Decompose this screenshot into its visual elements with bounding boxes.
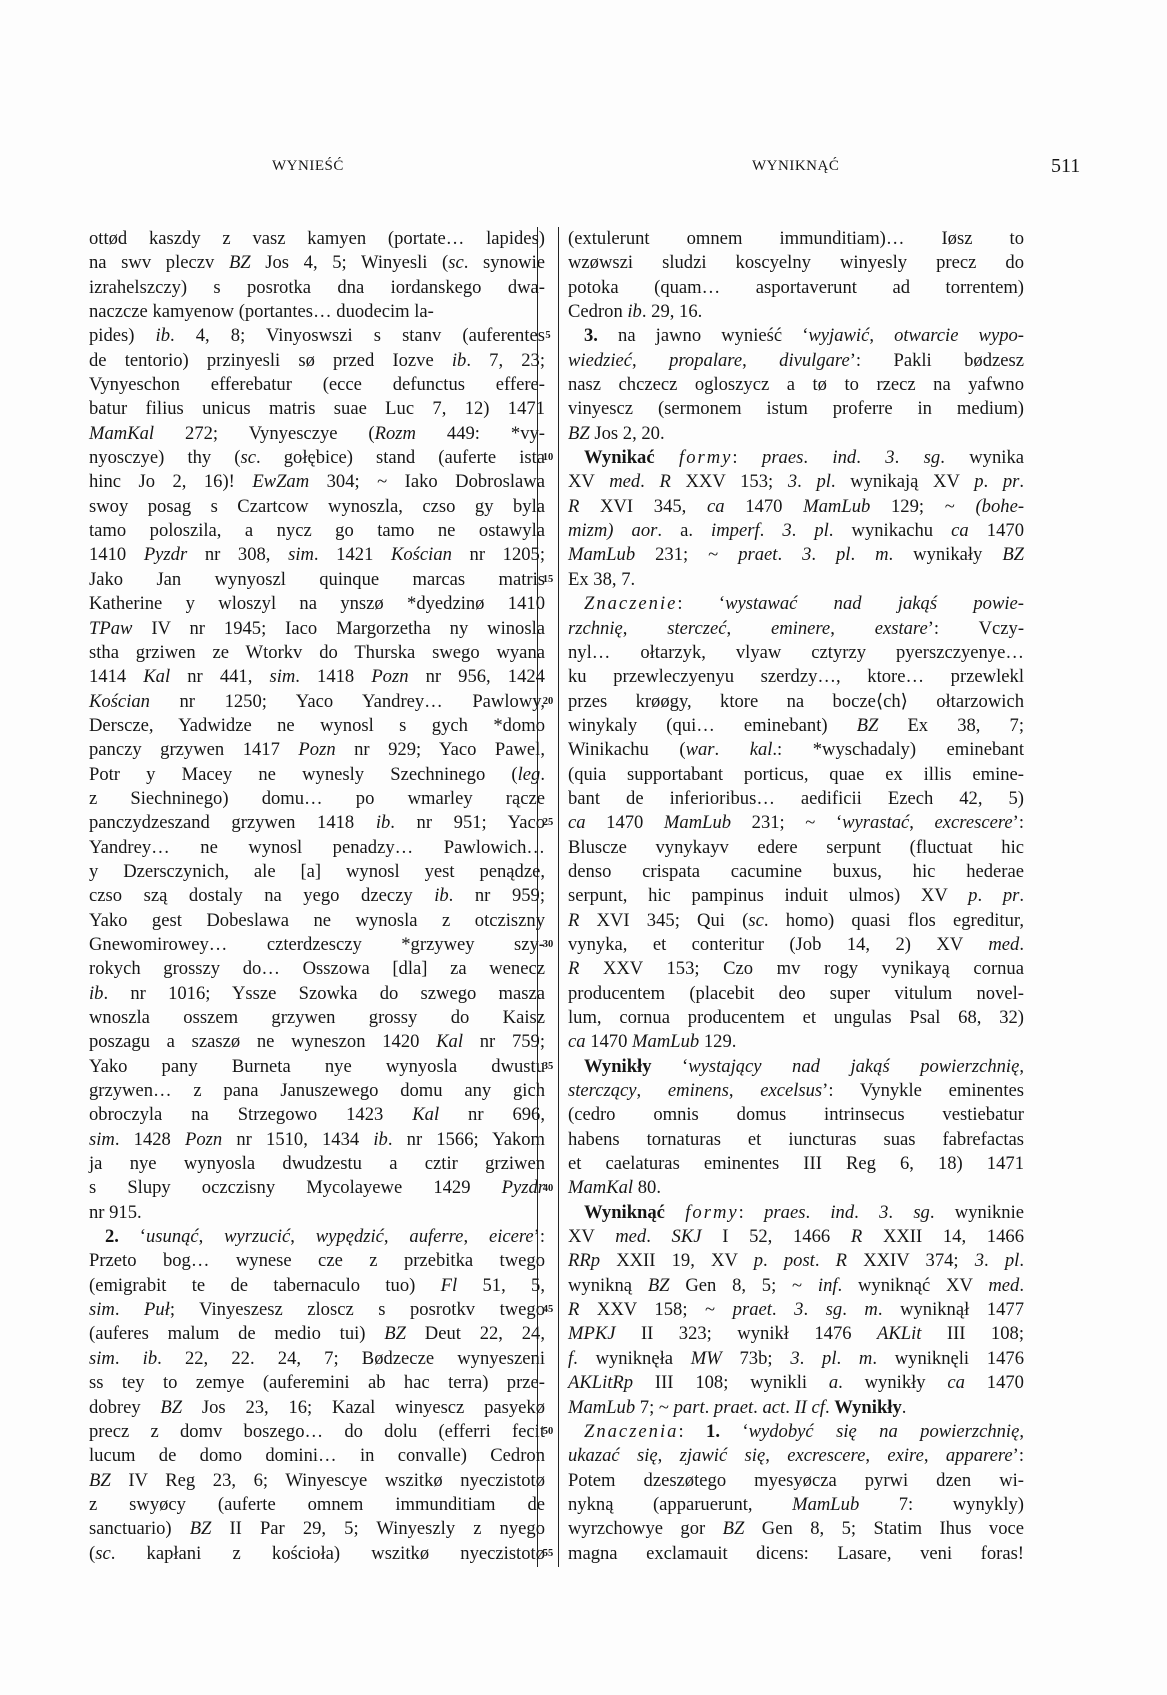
text-line: Wyniknąć formy: praes. ind. 3. sg. wyniknie <box>584 1201 1024 1223</box>
text-line: sim. Puł; Vinyeszesz zloscz s posrotkv twego <box>89 1299 546 1321</box>
text-line: nr 915. <box>89 1201 142 1223</box>
text-line: Przeto bog… wynese cze z przebitka twego <box>89 1250 545 1272</box>
text-line: producentem (placebit deo super vitulum novel- <box>568 982 1024 1004</box>
text-line: Vynyeschon efferebatur (ecce defunctus effere- <box>89 374 545 396</box>
text-line: Cedron ib. 29, 16. <box>568 301 703 323</box>
text-line: precz z domv boszego… do dolu (efferri fecit <box>89 1420 545 1442</box>
text-line: Wynikły ‘wystający nad jakąś powierzchnię, <box>584 1055 1024 1077</box>
text-line: grzywen… z pana Januszewego domu any gich <box>89 1080 545 1102</box>
text-line: AKLitRp III 108; wynikli a. wynikły ca 1470 <box>568 1372 1024 1394</box>
text-line: de tentorio) przinyesli sø przed Iozve ib. 7, 23; <box>89 349 546 371</box>
left-column <box>89 227 545 1566</box>
text-line: f. wyniknęła MW 73b; 3. pl. m. wyniknęli 1476 <box>568 1347 1025 1369</box>
text-line: magna exclamauit dicens: Lasare, veni foras! <box>568 1542 1024 1564</box>
text-line: lucum de domo domini… in convalle) Cedron <box>89 1445 545 1467</box>
running-head-left-entry: WYNIEŚĆ <box>272 158 344 174</box>
text-line: ku przewleczyenyu szerdzy…, ktore… przewlekl <box>568 666 1024 688</box>
text-line: XV med. R XXV 153; 3. pl. wynikają XV p. pr. <box>568 471 1025 493</box>
text-line: wyrzchowye gor BZ Gen 8, 5; Statim Ihus voce <box>568 1518 1025 1540</box>
text-line: 3. na jawno wynieść ‘wyjawić, otwarcie wypo- <box>584 325 1024 347</box>
line-number: 30 <box>542 939 554 951</box>
text-line: tamo poloszila, a nycz go tamo ne ostawyla <box>89 520 545 542</box>
line-number: 25 <box>542 817 554 829</box>
text-line: mizm) aor. a. imperf. 3. pl. wynikachu ca 1470 <box>568 520 1024 542</box>
text-line: vynyka, et conteritur (Job 14, 2) XV med. <box>568 933 1024 955</box>
text-line: ukazać się, zjawić się, excrescere, exire, apparere’: <box>568 1445 1025 1467</box>
text-line: obroczyla na Strzegowo 1423 Kal nr 696, <box>89 1104 545 1126</box>
line-number: 50 <box>542 1426 554 1438</box>
text-line: lum, cornua producentem et ungulas Psal 68, 32) <box>568 1007 1024 1028</box>
text-line: Yandrey… ne wynosl penadzy… Pawlowich… <box>89 836 545 858</box>
text-line: y Dzersczynich, ale [a] wynosl yest penądze, <box>89 860 545 882</box>
text-line: (sc. kapłani z kościoła) wszitkø nyeczistotø <box>89 1542 545 1564</box>
text-line: et caelaturas eminentes III Reg 6, 18) 1471 <box>568 1153 1024 1175</box>
text-line: ib. nr 1016; Yssze Szowka do szwego masza <box>89 982 545 1004</box>
text-line: vinyescz (sermonem istum proferre in medium) <box>568 398 1024 420</box>
text-line: Ex 38, 7. <box>568 568 636 590</box>
text-line: wnoszla osszem grzywen grossy do Kaisz <box>89 1007 545 1028</box>
text-line: czso szą dostaly na yego dzeczy ib. nr 959; <box>89 885 545 907</box>
text-line: bant de inferioribus… aedificii Ezech 42, 5) <box>568 787 1024 809</box>
text-line: Znaczenie: ‘wystawać nad jakąś powie- <box>584 593 1024 615</box>
text-line: wiedzieć, propalare, divulgare’: Pakli bødzesz <box>568 349 1025 371</box>
line-number: 45 <box>542 1304 554 1316</box>
text-line: R XXV 158; ~ praet. 3. sg. m. wyniknął 1477 <box>568 1299 1025 1321</box>
text-line: ottød kaszdy z vasz kamyen (portate… lapides) <box>89 228 545 249</box>
text-line: batur filius unicus matris suae Luc 7, 12) 1471 <box>89 398 545 420</box>
line-number: 5 <box>545 330 551 342</box>
text-line: Yako gest Dobeslawa ne wynosla z otcziszny <box>89 909 545 931</box>
text-line: winykaly (qui… eminebant) BZ Ex 38, 7; <box>568 714 1024 736</box>
text-line: denso crispata cacumine buxus, hic hederae <box>568 860 1024 882</box>
text-line: Wynikać formy: praes. ind. 3. sg. wynika <box>584 447 1024 469</box>
text-line: s Slupy oczczisny Mycolayewe 1429 Pyzdr <box>89 1177 545 1199</box>
text-line: BZ Jos 2, 20. <box>568 422 665 444</box>
text-line: hinc Jo 2, 16)! EwZam 304; ~ Iako Dobroslawa <box>89 471 545 493</box>
text-line: wzøwszi sludzi koscyelny winyesly precz do <box>568 252 1024 274</box>
running-head <box>0 155 1167 182</box>
text-line: naczcze kamyenow (portantes… duodecim la- <box>89 301 434 323</box>
text-line: stha grziwen ze Wtorkv do Thurska swego wyana <box>89 641 545 663</box>
text-line: sanctuario) BZ II Par 29, 5; Winyeszly z nyego <box>89 1518 545 1540</box>
page-number: 511 <box>1051 155 1081 177</box>
text-line: potoka (quam… asportaverunt ad torrentem) <box>568 276 1024 298</box>
text-line: (extulerunt omnem immunditiam)… Iøsz to <box>568 228 1024 249</box>
text-line: XV med. SKJ I 52, 1466 R XXII 14, 1466 <box>568 1226 1024 1248</box>
text-line: 2. ‘usunąć, wyrzucić, wypędzić, auferre, eicere’: <box>105 1226 546 1248</box>
text-line: Potem dzeszøtego myesyøcza pyrwi dzen wi- <box>568 1469 1024 1491</box>
line-number: 15 <box>542 573 554 585</box>
text-line: Kościan nr 1250; Yaco Yandrey… Pawlowy, <box>89 690 545 712</box>
text-line: (emigrabit te de tabernaculo tuo) Fl 51, 5, <box>89 1274 545 1296</box>
text-line: habens tornaturas et iuncturas suas fabrefactas <box>568 1128 1024 1150</box>
text-line: Bluscze vynykayv edere serpunt (fluctuat hic <box>568 836 1024 858</box>
text-line: nasz chczecz ogloszycz a tø to rzecz na yafwno <box>568 374 1024 396</box>
text-line: MamLub 231; ~ praet. 3. pl. m. wynikały BZ <box>568 544 1025 566</box>
text-line: Znaczenia: 1. ‘wydobyć się na powierzchnię, <box>584 1420 1024 1442</box>
text-line: MPKJ II 323; wynikł 1476 AKLit III 108; <box>568 1323 1024 1345</box>
text-line: Jako Jan wynyoszl quinque marcas matris <box>89 568 545 590</box>
text-line: wynikną BZ Gen 8, 5; ~ inf. wyniknąć XV med. <box>568 1274 1024 1296</box>
text-line: Derscze, Yadwidze ne wynosl s gych *domo <box>89 714 545 736</box>
text-line: MamLub 7; ~ part. praet. act. II cf. Wynikły. <box>568 1396 907 1418</box>
text-line: RRp XXII 19, XV p. post. R XXIV 374; 3. pl. <box>568 1250 1024 1272</box>
text-line: (cedro omnis domus intrinsecus vestiebatur <box>568 1104 1024 1126</box>
text-line: Winikachu (war. kal.: *wyschadaly) eminebant <box>568 739 1024 761</box>
text-line: z swyøcy (auferte omnem immunditiam de <box>89 1493 545 1515</box>
column-divider-right <box>558 227 559 1567</box>
text-line: sim. ib. 22, 22. 24, 7; Bødzecze wynyeszeni <box>89 1347 546 1369</box>
text-line: R XXV 153; Czo mv rogy vynikayą cornua <box>568 958 1024 980</box>
text-line: 1410 Pyzdr nr 308, sim. 1421 Kościan nr 1205; <box>89 544 546 566</box>
text-line: R XVI 345, ca 1470 MamLub 129; ~ (bohe- <box>568 495 1025 517</box>
text-line: nykną (apparuerunt, MamLub 7: wynykly) <box>568 1493 1024 1515</box>
text-line: MamKal 80. <box>568 1177 661 1199</box>
text-line: sterczący, eminens, excelsus’: Vynykle eminentes <box>568 1080 1025 1102</box>
text-line: Katherine y wloszyl na ynszø *dyedzinø 1410 <box>89 593 545 615</box>
text-line: poszagu a szaszø ne wyneszon 1420 Kal nr 759; <box>89 1031 546 1053</box>
line-number: 55 <box>542 1547 554 1559</box>
text-line: nyl… ołtarzyk, vlyaw cztyrzy pyerszczyenye… <box>568 641 1024 663</box>
text-line: Gnewomirowey… czterdzesczy *grzywey szy- <box>89 933 545 955</box>
text-line: z Siechninego) domu… po wmarley rącze <box>89 787 545 809</box>
right-column <box>568 227 1024 1566</box>
line-number: 35 <box>542 1060 554 1072</box>
text-line: na swv pleczv BZ Jos 4, 5; Winyesli (sc. synowie <box>89 252 545 274</box>
text-line: (quia supportabant porticus, quae ex illis emine- <box>568 763 1024 785</box>
text-line: Yako pany Burneta nye wynyosla dwustu <box>89 1055 545 1077</box>
text-line: panczydzeszand grzywen 1418 ib. nr 951; Yaco <box>89 812 545 834</box>
line-number: 20 <box>542 695 554 707</box>
text-line: rokych grosszy do… Osszowa [dla] za wenecz <box>89 958 545 980</box>
text-line: MamKal 272; Vynyesczye (Rozm 449: *vy- <box>89 422 545 444</box>
text-line: pides) ib. 4, 8; Vinyoswszi s stanv (auferentes <box>89 325 545 347</box>
text-line: ca 1470 MamLub 129. <box>568 1031 737 1053</box>
line-number: 10 <box>542 452 554 464</box>
text-line: dobrey BZ Jos 23, 16; Kazal winyescz pasyekø <box>89 1396 546 1418</box>
line-number: 40 <box>542 1182 554 1194</box>
text-line: izrahelszczy) s posrotka dna iordanskego dwa- <box>89 276 545 298</box>
text-line: nyosczye) thy (sc. gołębice) stand (auferte ista <box>89 447 546 469</box>
text-line: ja nye wynyosla dwudzestu a cztir grziwen <box>89 1153 545 1175</box>
text-line: ca 1470 MamLub 231; ~ ‘wyrastać, excrescere’: <box>568 812 1024 834</box>
text-line: (auferes malum de medio tui) BZ Deut 22, 24, <box>89 1323 545 1345</box>
text-line: TPaw IV nr 1945; Iaco Margorzetha ny winosla <box>89 617 545 639</box>
text-line: serpunt, hic pampinus induit ulmos) XV p. pr. <box>568 885 1025 907</box>
text-line: rzchnię, sterczeć, eminere, exstare’: Vczy- <box>568 617 1025 639</box>
text-line: R XVI 345; Qui (sc. homo) quasi flos egreditur, <box>568 909 1024 931</box>
text-line: przes krøøgy, ktore na bocze⟨ch⟩ ołtarzowich <box>568 690 1024 712</box>
text-line: ss tey to zemye (auferemini ab hac terra) prze- <box>89 1372 545 1394</box>
text-line: swoy posag s Czartcow wynoszla, czso gy byla <box>89 495 545 517</box>
text-line: 1414 Kal nr 441, sim. 1418 Pozn nr 956, 1424 <box>89 666 545 688</box>
running-head-right-entry: WYNIKNĄĆ <box>752 158 840 174</box>
text-line: BZ IV Reg 23, 6; Winyescye wszitkø nyeczistotø <box>89 1469 545 1491</box>
text-line: sim. 1428 Pozn nr 1510, 1434 ib. nr 1566; Yakom <box>89 1128 546 1150</box>
text-line: Potr y Macey ne wynesly Szechninego (leg. <box>89 763 545 785</box>
text-line: panczy grzywen 1417 Pozn nr 929; Yaco Pawel, <box>89 739 545 761</box>
